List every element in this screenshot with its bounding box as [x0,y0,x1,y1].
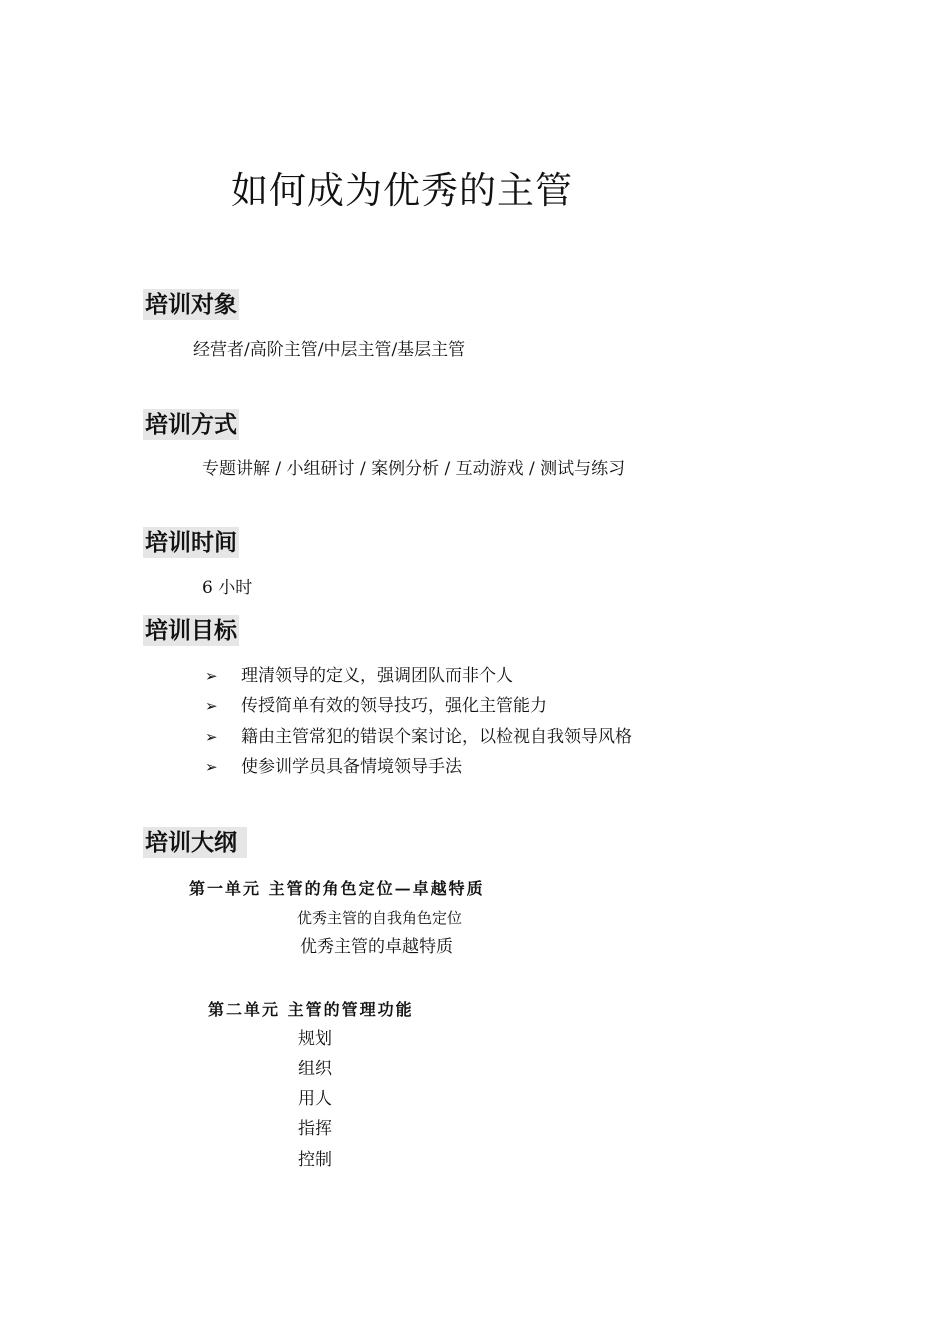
outline-unit-item: 用人 [298,1089,332,1109]
goal-item-text: 传授简单有效的领导技巧，强化主管能力 [241,696,547,716]
arrow-bullet-icon: ➢ [205,697,218,715]
section-heading-outline: 培训大纲 [143,827,247,858]
outline-unit-item: 规划 [298,1029,332,1049]
goal-item-text: 籍由主管常犯的错误个案讨论，以检视自我领导风格 [241,727,632,747]
goal-item [205,695,547,717]
section-heading-target: 培训对象 [143,289,239,320]
arrow-bullet-icon: ➢ [205,728,218,746]
outline-unit-item: 优秀主管的自我角色定位 [297,909,463,927]
outline-unit-item: 组织 [298,1059,332,1079]
goal-item [205,726,632,748]
goal-item-text: 理清领导的定义，强调团队而非个人 [241,666,513,686]
outline-unit-title: 第二单元 主管的管理功能 [208,1000,414,1019]
goal-item-text: 使参训学员具备情境领导手法 [241,757,462,777]
outline-unit-item: 控制 [298,1150,332,1170]
outline-unit-title: 第一单元 主管的角色定位—卓越特质 [189,879,485,898]
outline-unit-item: 指挥 [298,1119,332,1139]
page-title: 如何成为优秀的主管 [231,169,573,212]
goal-item [205,756,462,778]
arrow-bullet-icon: ➢ [205,667,218,685]
target-text: 经营者/高阶主管/中层主管/基层主管 [193,340,466,360]
section-heading-method: 培训方式 [143,409,239,440]
time-text: 6 小时 [202,578,253,598]
section-heading-goals: 培训目标 [143,615,239,646]
outline-unit-item: 优秀主管的卓越特质 [300,937,453,957]
section-heading-time: 培训时间 [143,527,239,558]
arrow-bullet-icon: ➢ [205,758,218,776]
goal-item [205,665,513,687]
method-text: 专题讲解 / 小组研讨 / 案例分析 / 互动游戏 / 测试与练习 [202,459,626,479]
